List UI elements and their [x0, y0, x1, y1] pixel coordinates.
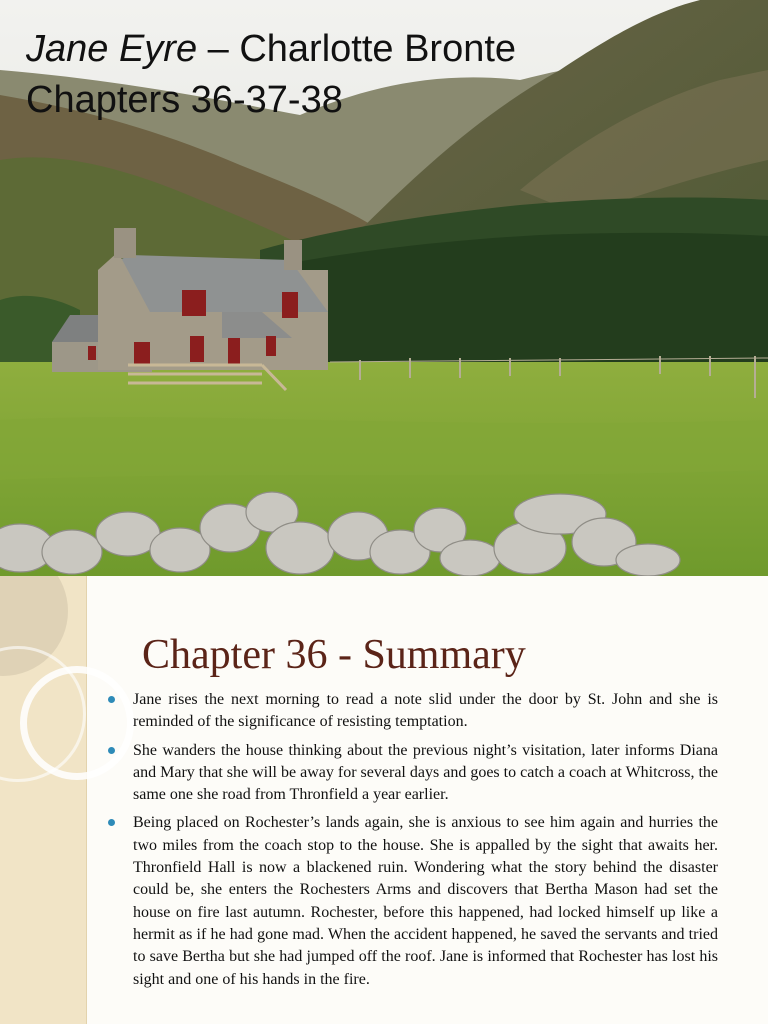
summary-slide — [0, 576, 768, 1024]
presentation-title — [26, 24, 516, 126]
bullet-text: Being placed on Rochester’s lands again, she is anxious to see him again and hurries the two miles from the coach stop to the house. She is appalled by the sight that awaits her. Thronfield Hall is now a blackened ruin. Wondering what the story behind the disaster could be, she enters the Rochesters Arms and discovers that Bertha Mason had set the house on fire last autumn. Rochester, before this happened, had locked himself up like a hermit as if he had gone mad. When the accident happened, he saved the servants and tried to save Bertha but she had jumped off the roof. Jane is informed that Rochester has lost his sight and one of his hands in the fire. — [133, 814, 718, 988]
title-book: Jane Eyre — [26, 28, 198, 70]
title-author: – Charlotte Bronte — [197, 28, 517, 70]
bullet-item — [108, 740, 718, 807]
bullet-text: She wanders the house thinking about the previous night’s visitation, later informs Diana and Mary that she will be away for several days and goes to catch a coach at Whitcross, the same one she road from Thronfield a year earlier. — [133, 741, 718, 804]
bullet-icon — [108, 819, 115, 826]
bullet-text: Jane rises the next morning to read a note slid under the door by St. John and she is reminded of the significance of resisting temptation. — [133, 691, 718, 731]
decorative-side-band — [0, 576, 87, 1024]
summary-bullets — [108, 689, 718, 997]
bullet-item — [108, 812, 718, 990]
bullet-item — [108, 689, 718, 734]
slide-heading: Chapter 36 - Summary — [142, 632, 526, 678]
bullet-icon — [108, 747, 115, 754]
title-chapters: Chapters 36-37-38 — [26, 79, 343, 121]
bullet-icon — [108, 696, 115, 703]
